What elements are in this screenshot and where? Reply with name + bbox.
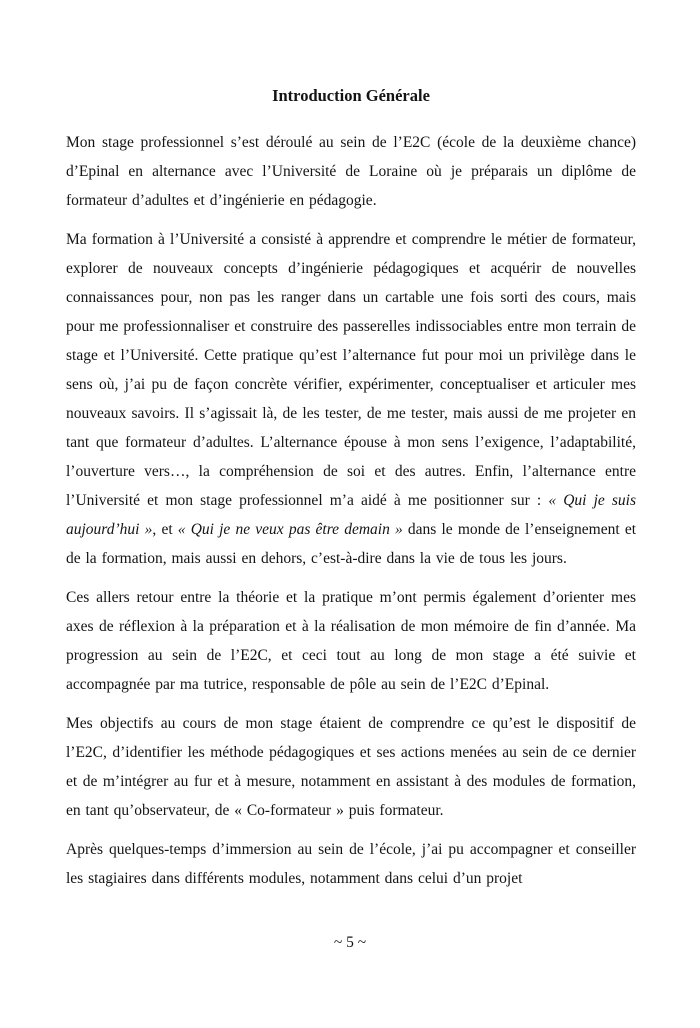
paragraph-4: Mes objectifs au cours de mon stage étaient de comprendre ce qu’est le dispositif de l’E2C, d’identifier les méthode pédagogiques et ses actions menées au sein de ce dernier et de m’intégrer au fur et à mesure, notamment en assistant à des modules de formation, en tant qu’observateur, de « Co-formateur » puis formateur. [66,715,636,819]
paragraph-2-text-1: Ma formation à l’Université a consisté à apprendre et comprendre le métier de formateur, explorer de nouveaux concepts d’ingénierie pédagogiques et acquérir de nouvelles connaissances pour, non pas les ranger dans un cartable une fois sorti des cours, mais pour me professionnaliser et construire des passerelles indissociables entre mon terrain de stage et l’Université. Cette pratique qu’est l’alternance fut pour moi un privilège dans le sens où, j’ai pu de façon concrète vérifier, expérimenter, conceptualiser et articuler mes nouveaux savoirs. Il s’agissait là, de les tester, de me tester, mais aussi de me projeter en tant que formateur d’adultes. L’alternance épouse à mon sens l’exigence, l’adaptabilité, l’ouverture vers…, la compréhension de soi et des autres. Enfin, l’alternance entre l’Université et mon stage professionnel m’a aidé à me positionner sur : [66,231,636,509]
paragraph-2-quote-2: « Qui je ne veux pas être demain » [177,521,403,538]
paragraph-2-text-3: dans le monde de l’enseignement et de la formation, mais aussi en dehors, c’est-à-dire dans la vie de tous les jours. [66,521,637,567]
paragraph-2 [66,225,636,573]
page-number: ~ 5 ~ [333,934,367,951]
paragraph-3: Ces allers retour entre la théorie et la pratique m’ont permis également d’orienter mes axes de réflexion à la préparation et à la réalisation de mon mémoire de fin d’année. Ma progression au sein de l’E2C, et ceci tout au long de mon stage a été suivie et accompagnée par ma tutrice, responsable de pôle au sein de l’E2C d’Epinal. [66,589,636,693]
paragraph-2-text-2: , et [152,521,178,538]
paragraph-5: Après quelques-temps d’immersion au sein de l’école, j’ai pu accompagner et conseiller les stagiaires dans différents modules, notamment dans celui d’un projet [66,841,636,887]
paragraph-2-quote-1: « Qui je suis aujourd’hui » [66,492,637,538]
document-title: Introduction Générale [272,86,430,105]
paragraph-1: Mon stage professionnel s’est déroulé au sein de l’E2C (école de la deuxième chance) d’Epinal en alternance avec l’Université de Loraine où je préparais un diplôme de formateur d’adultes et d’ingénierie en pédagogie. [66,134,636,209]
